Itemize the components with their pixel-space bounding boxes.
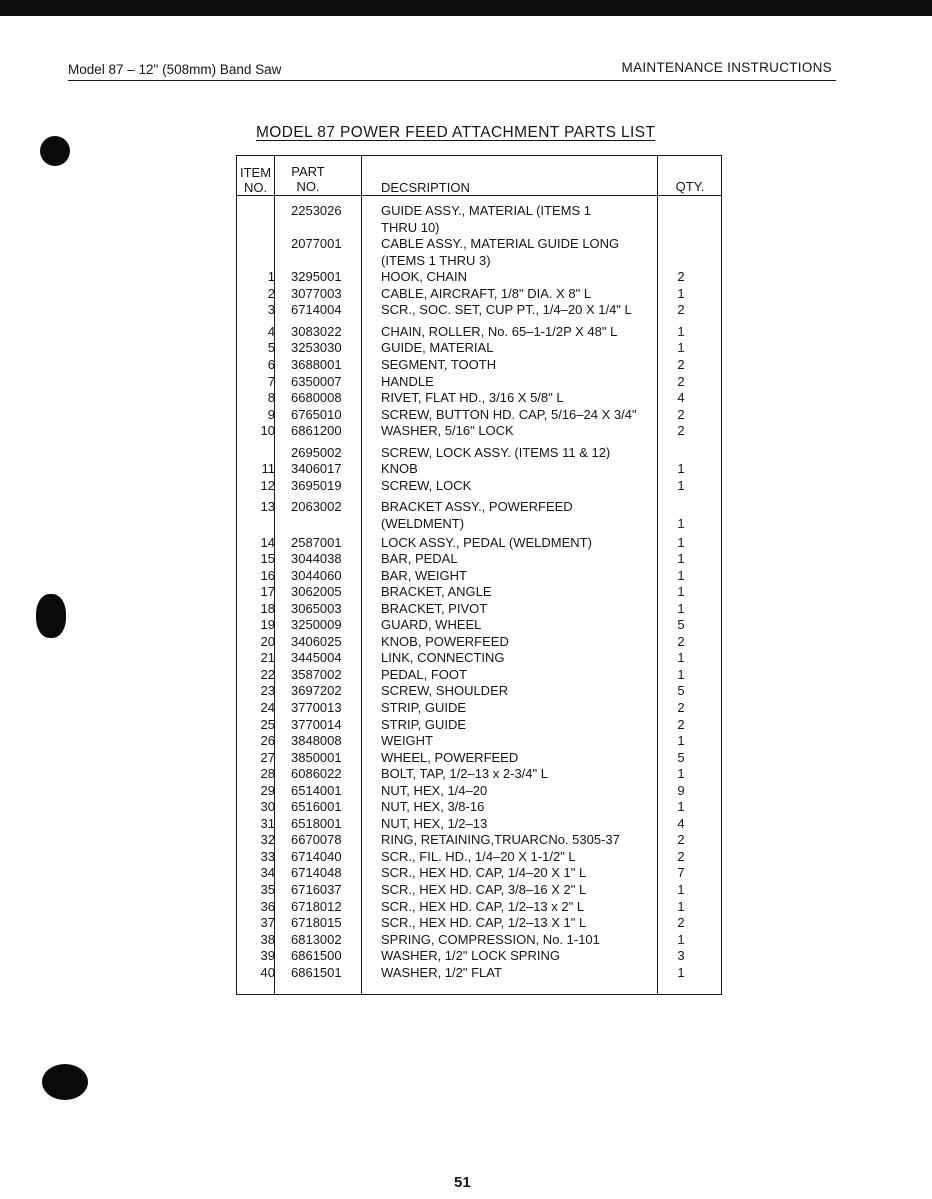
part-description: GUARD, WHEEL — [381, 617, 482, 633]
item-number: 23 — [260, 683, 275, 699]
part-number: 3083022 — [291, 323, 342, 339]
part-description: SCREW, BUTTON HD. CAP, 5/16–24 X 3/4" — [381, 406, 637, 422]
part-number: 6714004 — [291, 302, 342, 318]
part-description: (ITEMS 1 THRU 3) — [381, 252, 491, 268]
page-header — [68, 58, 836, 81]
quantity: 1 — [677, 584, 685, 600]
quantity: 1 — [677, 515, 685, 531]
quantity: 7 — [677, 865, 685, 881]
quantity: 2 — [677, 700, 685, 715]
part-description: BOLT, TAP, 1/2–13 x 2-3/4" L — [381, 766, 548, 782]
quantity: 2 — [677, 373, 685, 389]
part-no-header: PART NO. — [291, 164, 325, 194]
part-description: STRIP, GUIDE — [381, 716, 467, 732]
part-description: (WELDMENT) — [381, 515, 465, 531]
section-label: MAINTENANCE INSTRUCTIONS — [621, 60, 832, 75]
part-description: GUIDE ASSY., MATERIAL (ITEMS 1 — [381, 203, 591, 218]
qty-header: QTY. — [675, 179, 705, 194]
quantity: 1 — [677, 898, 685, 914]
part-description: SCR., HEX HD. CAP, 1/4–20 X 1" L — [381, 865, 587, 881]
item-number: 39 — [260, 948, 275, 964]
item-number: 36 — [260, 898, 275, 914]
item-number: 3 — [267, 302, 275, 318]
part-description: RIVET, FLAT HD., 3/16 X 5/8" L — [381, 390, 564, 406]
part-number: 3077003 — [291, 285, 342, 301]
item-number: 1 — [267, 269, 275, 285]
part-number: 6714040 — [291, 848, 342, 864]
item-number: 27 — [260, 749, 275, 765]
item-number: 21 — [260, 650, 275, 666]
quantity: 1 — [677, 650, 685, 666]
part-description: SCREW, LOCK — [381, 477, 472, 493]
item-number: 14 — [260, 534, 275, 550]
part-number: 3770014 — [291, 716, 342, 732]
part-number: 2695002 — [291, 444, 342, 460]
part-description: RING, RETAINING,TRUARCNo. 5305-37 — [381, 832, 620, 848]
part-number: 3253030 — [291, 340, 342, 356]
item-number: 37 — [260, 915, 275, 931]
part-description: NUT, HEX, 1/2–13 — [381, 815, 488, 831]
item-number: 11 — [261, 461, 275, 477]
quantity: 1 — [677, 882, 685, 897]
quantity: 1 — [677, 551, 685, 566]
model-label: Model 87 – 12" (508mm) Band Saw — [68, 62, 282, 77]
quantity: 1 — [677, 766, 685, 782]
part-number: 6716037 — [291, 882, 342, 897]
part-number: 3587002 — [291, 666, 342, 682]
part-number: 6714048 — [291, 865, 342, 881]
description-header: DECSRIPTION — [381, 180, 470, 195]
header-divider — [237, 195, 721, 196]
binder-hole-bottom — [42, 1064, 88, 1100]
item-number: 22 — [260, 666, 275, 682]
part-number: 3695019 — [291, 477, 342, 493]
part-description: BAR, PEDAL — [381, 551, 458, 566]
item-number: 33 — [260, 848, 275, 864]
quantity: 1 — [677, 799, 685, 815]
part-number: 6718012 — [291, 898, 342, 914]
item-number: 7 — [267, 373, 275, 389]
part-description: LOCK ASSY., PEDAL (WELDMENT) — [381, 534, 592, 550]
item-number: 4 — [267, 323, 275, 339]
part-description: SCREW, LOCK ASSY. (ITEMS 11 & 12) — [381, 444, 611, 460]
item-number: 12 — [260, 477, 275, 493]
item-number: 9 — [267, 406, 275, 422]
quantity: 5 — [677, 749, 685, 765]
part-description: WEIGHT — [381, 733, 433, 749]
part-description: LINK, CONNECTING — [381, 650, 505, 666]
item-number: 38 — [260, 931, 275, 947]
part-description: BRACKET ASSY., POWERFEED — [381, 499, 573, 515]
item-number: 31 — [260, 815, 275, 831]
part-description: BRACKET, PIVOT — [381, 600, 488, 616]
part-number: 3697202 — [291, 683, 342, 699]
part-description: SCREW, SHOULDER — [381, 683, 509, 699]
part-description: HOOK, CHAIN — [381, 269, 467, 285]
item-number: 2 — [267, 285, 275, 301]
quantity: 4 — [677, 815, 685, 831]
part-description: SCR., HEX HD. CAP, 3/8–16 X 2" L — [381, 882, 587, 897]
item-number: 35 — [260, 882, 275, 897]
part-number: 6670078 — [291, 832, 342, 848]
quantity: 9 — [677, 782, 685, 798]
item-number: 26 — [260, 733, 275, 749]
part-description: SPRING, COMPRESSION, No. 1-101 — [381, 931, 600, 947]
quantity: 2 — [677, 848, 685, 864]
part-number: 6765010 — [291, 406, 342, 422]
quantity: 1 — [677, 931, 685, 947]
part-description: WHEEL, POWERFEED — [381, 749, 519, 765]
part-number: 6516001 — [291, 799, 342, 815]
item-number: 40 — [260, 964, 275, 980]
item-number: 34 — [260, 865, 275, 881]
parts-table — [236, 155, 722, 995]
quantity: 5 — [677, 617, 685, 633]
part-number: 2063002 — [291, 499, 342, 515]
part-description: GUIDE, MATERIAL — [381, 340, 494, 356]
part-description: BAR, WEIGHT — [381, 567, 467, 583]
part-number: 3065003 — [291, 600, 342, 616]
part-number: 3044060 — [291, 567, 342, 583]
part-description: KNOB, POWERFEED — [381, 633, 509, 649]
part-description: CABLE ASSY., MATERIAL GUIDE LONG — [381, 236, 620, 252]
part-number: 2587001 — [291, 534, 342, 550]
quantity: 2 — [677, 302, 685, 318]
item-number: 30 — [260, 799, 275, 815]
scan-top-edge — [0, 0, 932, 16]
part-number: 6086022 — [291, 766, 342, 782]
part-number: 6861200 — [291, 423, 342, 439]
item-no-header: ITEM NO. — [239, 165, 272, 195]
item-number: 18 — [260, 600, 275, 616]
item-number: 15 — [260, 551, 275, 566]
item-number: 28 — [260, 766, 275, 782]
part-number: 3295001 — [291, 269, 342, 285]
part-description: CHAIN, ROLLER, No. 65–1-1/2P X 48" L — [381, 323, 618, 339]
item-number: 8 — [267, 390, 275, 406]
quantity: 2 — [677, 832, 685, 848]
part-number: 3688001 — [291, 357, 342, 372]
part-number: 3850001 — [291, 749, 342, 765]
quantity: 2 — [677, 406, 685, 422]
quantity: 2 — [677, 423, 685, 439]
parts-list-title: MODEL 87 POWER FEED ATTACHMENT PARTS LIST — [256, 124, 656, 141]
part-number: 6518001 — [291, 815, 342, 831]
quantity: 4 — [677, 390, 685, 406]
part-number: 6861501 — [291, 964, 342, 980]
part-number: 6861500 — [291, 948, 342, 964]
part-number: 3062005 — [291, 584, 342, 600]
item-number: 29 — [260, 782, 275, 798]
item-number: 24 — [260, 700, 275, 715]
part-description: NUT, HEX, 1/4–20 — [381, 782, 488, 798]
part-number: 6718015 — [291, 915, 342, 931]
item-number: 16 — [260, 567, 275, 583]
item-number: 5 — [267, 340, 275, 356]
part-number: 6813002 — [291, 931, 342, 947]
page-number: 51 — [454, 1174, 471, 1191]
part-number: 2253026 — [291, 203, 342, 218]
quantity: 1 — [677, 600, 685, 616]
part-number: 3445004 — [291, 650, 342, 666]
part-description: BRACKET, ANGLE — [381, 584, 492, 600]
quantity: 1 — [677, 964, 685, 980]
quantity: 1 — [677, 285, 685, 301]
quantity: 2 — [677, 269, 685, 285]
part-description: SCR., HEX HD. CAP, 1/2–13 X 1" L — [381, 915, 587, 931]
item-number: 32 — [260, 832, 275, 848]
item-number: 10 — [260, 423, 275, 439]
quantity: 1 — [677, 534, 685, 550]
quantity: 1 — [677, 340, 685, 356]
part-description: SCR., HEX HD. CAP, 1/2–13 x 2" L — [381, 898, 585, 914]
item-number: 13 — [260, 499, 275, 515]
quantity: 3 — [677, 948, 685, 964]
part-number: 3848008 — [291, 733, 342, 749]
part-description: HANDLE — [381, 373, 434, 389]
binder-hole-middle — [36, 594, 66, 638]
quantity: 2 — [677, 716, 685, 732]
quantity: 1 — [677, 323, 685, 339]
quantity: 1 — [677, 666, 685, 682]
part-number: 3406025 — [291, 633, 342, 649]
part-description: SCR., SOC. SET, CUP PT., 1/4–20 X 1/4" L — [381, 302, 632, 318]
item-number: 6 — [267, 357, 275, 372]
part-description: SCR., FIL. HD., 1/4–20 X 1-1/2" L — [381, 848, 576, 864]
binder-hole-top — [40, 136, 70, 166]
quantity: 2 — [677, 915, 685, 931]
part-description: STRIP, GUIDE — [381, 700, 467, 715]
part-number: 3406017 — [291, 461, 342, 477]
quantity: 1 — [677, 461, 685, 477]
part-number: 6514001 — [291, 782, 342, 798]
quantity: 5 — [677, 683, 685, 699]
quantity: 1 — [677, 733, 685, 749]
part-number: 6350007 — [291, 373, 342, 389]
part-description: WASHER, 5/16" LOCK — [381, 423, 514, 439]
part-description: SEGMENT, TOOTH — [381, 357, 497, 372]
item-number: 19 — [260, 617, 275, 633]
part-description: WASHER, 1/2" LOCK SPRING — [381, 948, 560, 964]
quantity: 1 — [677, 567, 685, 583]
item-number: 20 — [260, 633, 275, 649]
part-number: 2077001 — [291, 236, 342, 252]
part-description: PEDAL, FOOT — [381, 666, 467, 682]
part-number: 3250009 — [291, 617, 342, 633]
part-description: THRU 10) — [381, 219, 440, 235]
quantity: 2 — [677, 633, 685, 649]
part-description: KNOB — [381, 461, 418, 477]
part-number: 3770013 — [291, 700, 342, 715]
part-description: CABLE, AIRCRAFT, 1/8" DIA. X 8" L — [381, 285, 592, 301]
quantity: 1 — [677, 477, 685, 493]
part-description: WASHER, 1/2" FLAT — [381, 964, 502, 980]
part-number: 3044038 — [291, 551, 342, 566]
item-number: 17 — [260, 584, 275, 600]
item-number: 25 — [260, 716, 275, 732]
part-number: 6680008 — [291, 390, 342, 406]
quantity: 2 — [677, 357, 685, 372]
part-description: NUT, HEX, 3/8-16 — [381, 799, 485, 815]
